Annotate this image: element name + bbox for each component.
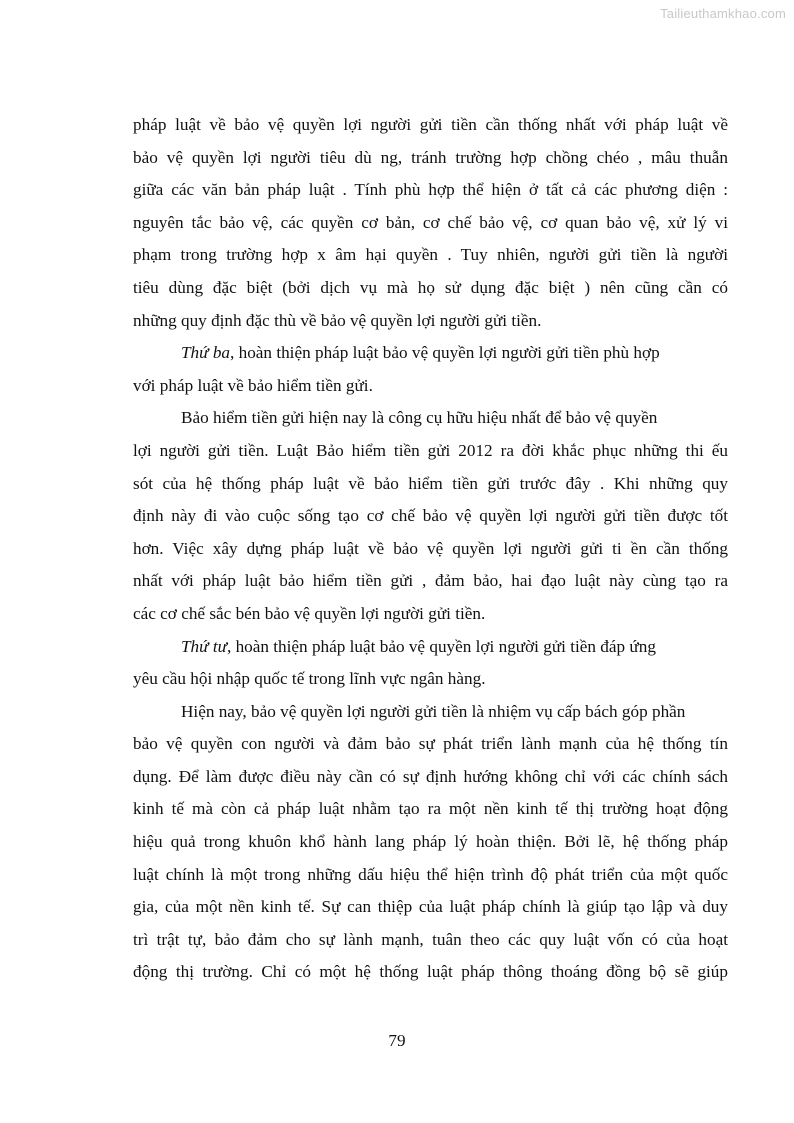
text-line [133,109,728,142]
line-text: kinh tế mà còn cả pháp luật nhằm tạo ra một nền kinh tế thị trường hoạt động [133,799,728,819]
section-lead: Thứ tư [181,636,227,656]
text-line [133,207,728,240]
text-line [133,793,728,826]
line-text: những quy định đặc thù về bảo vệ quyền lợi người gửi tiền. [133,310,542,330]
text-line [133,468,728,501]
line-text: bảo vệ quyền con người và đảm bảo sự phát triển lành mạnh của hệ thống tín [133,734,728,754]
line-text: với pháp luật về bảo hiểm tiền gửi. [133,375,373,395]
line-text: sót của hệ thống pháp luật về bảo hiểm tiền gửi trước đây . Khi những quy [133,473,728,493]
text-line [133,891,728,924]
line-text: trì trật tự, bảo đảm cho sự lành mạnh, tuân theo các quy luật vốn có của hoạt [133,929,728,949]
text-line [133,533,728,566]
text-line [133,924,728,957]
text-line [133,663,728,696]
text-line [133,696,728,729]
line-text: hơn. Việc xây dựng pháp luật về bảo vệ quyền lợi người gửi ti ền cần thống [133,538,728,558]
line-text: định này đi vào cuộc sống tạo cơ chế bảo vệ quyền lợi người gửi tiền được tốt [133,506,728,526]
text-line [133,402,728,435]
line-text: gia, của một nền kinh tế. Sự can thiệp của luật pháp chính là giúp tạo lập và duy [133,897,728,917]
text-line [133,859,728,892]
line-text: Bảo hiểm tiền gửi hiện nay là công cụ hữu hiệu nhất để bảo vệ quyền [181,408,658,428]
text-line [133,956,728,989]
line-text: giữa các văn bản pháp luật . Tính phù hợp thể hiện ở tất cả các phương diện : [133,180,728,200]
text-line [133,142,728,175]
line-text: Hiện nay, bảo vệ quyền lợi người gửi tiền là nhiệm vụ cấp bách góp phần [181,701,686,721]
text-line [133,728,728,761]
text-line [133,239,728,272]
text-line [133,435,728,468]
line-text: bảo vệ quyền lợi người tiêu dù ng, tránh trường hợp chồng chéo , mâu thuẫn [133,147,728,167]
line-text: dụng. Để làm được điều này cần có sự định hướng không chỉ với các chính sách [133,766,728,786]
line-text: , hoàn thiện pháp luật bảo vệ quyền lợi người gửi tiền đáp ứng [226,636,656,656]
text-line [133,826,728,859]
section-lead: Thứ ba [181,343,231,363]
text-line [133,631,728,664]
line-text: phạm trong trường hợp x âm hại quyền . Tuy nhiên, người gửi tiền là người [133,245,728,265]
line-text: yêu cầu hội nhập quốc tế trong lĩnh vực ngân hàng. [133,669,486,689]
text-line [133,370,728,403]
line-text: tiêu dùng đặc biệt (bởi dịch vụ mà họ sử dụng đặc biệt ) nên cũng cần có [133,277,728,297]
text-line [133,500,728,533]
line-text: , hoàn thiện pháp luật bảo vệ quyền lợi người gửi tiền phù hợp [230,343,660,363]
document-body [133,109,728,989]
line-text: động thị trường. Chỉ có một hệ thống luật pháp thông thoáng đồng bộ sẽ giúp [133,962,728,982]
line-text: các cơ chế sắc bén bảo vệ quyền lợi người gửi tiền. [133,603,486,623]
line-text: pháp luật về bảo vệ quyền lợi người gửi tiền cần thống nhất với pháp luật về [133,115,728,134]
text-line [133,305,728,338]
page-number: 79 [388,1031,406,1050]
line-text: nguyên tắc bảo vệ, các quyền cơ bản, cơ chế bảo vệ, cơ quan bảo vệ, xử lý vi [133,212,728,232]
line-text: hiệu quả trong khuôn khổ hành lang pháp lý hoàn thiện. Bởi lẽ, hệ thống pháp [133,832,728,852]
line-text: nhất với pháp luật bảo hiểm tiền gửi , đảm bảo, hai đạo luật này cùng tạo ra [133,571,728,591]
text-line [133,272,728,305]
text-line [133,337,728,370]
watermark-text: Tailieuthamkhao.com [660,6,786,21]
text-line [133,761,728,794]
line-text: luật chính là một trong những dấu hiệu thể hiện trình độ phát triển của một quốc [133,864,728,884]
text-line [133,565,728,598]
text-line [133,598,728,631]
line-text: lợi người gửi tiền. Luật Bảo hiểm tiền gửi 2012 ra đời khắc phục những thi ếu [133,440,728,460]
text-line [133,174,728,207]
